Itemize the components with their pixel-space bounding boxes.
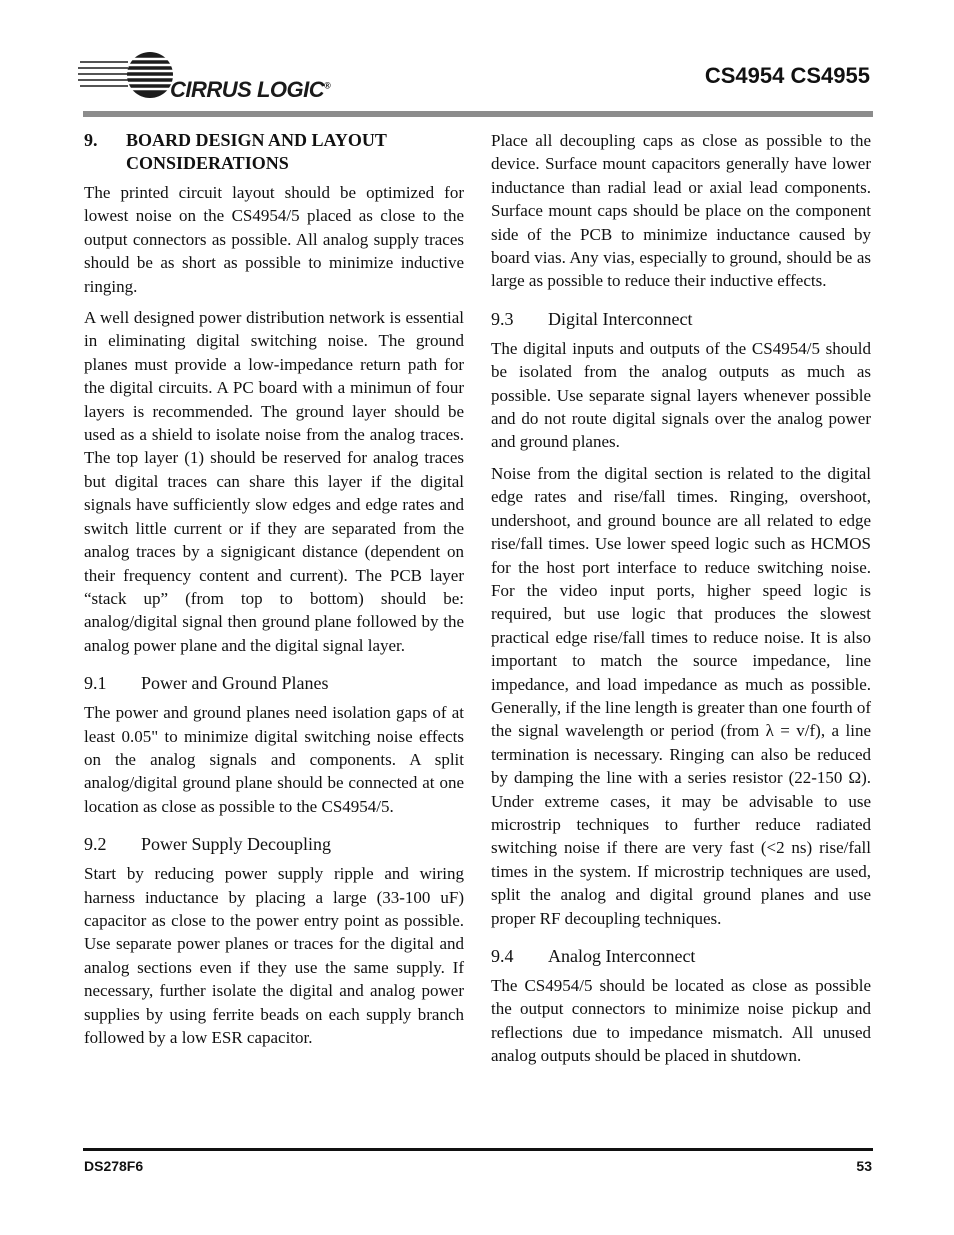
section-number: 9.3 bbox=[491, 308, 514, 329]
section-9-3-heading bbox=[491, 307, 871, 331]
section-number: 9.4 bbox=[491, 946, 514, 966]
paragraph: Noise from the digital section is related to the digital edge rates and rise/fall times. Ringing, overshoot, undershoot, and ground bounce are all related to edge rise/fall times. Use lower speed logic such as HCMOS for the host port interface to reduce switching noise. For the video input ports, higher speed logic is required, but use logic that produces the slowest practical edge rise/fall times to reduce noise. It is also important to match the source impedance, line impedance, and load impedance as much as possible. Generally, if the line length is greater than one fourth of the signal wavelength or period (from λ = v/f), a line termination is necessary. Ringing can also be reduced by damping the line with a series resistor (22-150 Ω). Under extreme cases, it may be advisable to use microstrip techniques to further reduce radiated switching noise if there are very fast (<2 ns) rise/fall times in the system. If microstrip techniques are used, split the analog and digital ground planes and use proper RF decoupling techniques. bbox=[491, 463, 871, 928]
paragraph: The CS4954/5 should be located as close as possible the output connectors to minimize noise pickup and reflections due to impedance mismatch. All unused analog outputs should be placed in shutdown. bbox=[491, 976, 871, 1066]
paragraph: Start by reducing power supply ripple and wiring harness inductance by placing a large (33-100 uF) capacitor as close to the power entry point as possible. Use separate power planes or traces for the digital and analog sections even if they use the same supply. If necessary, further isolate the digital and analog power supplies by using ferrite beads on each supply branch followed by a low ESR capacitor. bbox=[84, 864, 464, 1047]
paragraph: Place all decoupling caps as close as possible to the device. Surface mount capacitors generally have lower inductance than radial lead or axial lead components. Surface mount caps should be place on the component side of the PCB to minimize inductance caused by board vias. Any vias, especially to ground, should be as large as possible to reduce their inductive effects. bbox=[491, 131, 871, 291]
paragraph: The power and ground planes need isolation gaps of at least 0.05" to minimize digital switching noise effects on the analog signals and components. A split analog/digital ground plane should be connected at one location as close as possible to the CS4954/5. bbox=[84, 703, 464, 816]
section-9-heading bbox=[84, 129, 464, 175]
section-9-2-heading bbox=[84, 832, 464, 856]
document-id: DS278F6 bbox=[84, 1158, 144, 1174]
header-rule bbox=[83, 111, 873, 117]
paragraph: The digital inputs and outputs of the CS4954/5 should be isolated from the analog outputs as much as possible. Use separate signal layers whenever possible and do not route digital signals over the analog power and ground planes. bbox=[491, 338, 871, 452]
section-9-1-heading bbox=[84, 671, 464, 695]
paragraph: A well designed power distribution network is essential in eliminating digital switching noise. The ground planes must provide a low-impedance return path for the digital circuits. A PC board with a minimun of four layers is recommended. The ground layer should be used as a shield to isolate noise from the analog traces. The top layer (1) should be reserved for analog traces but digital traces can share this layer if the digital signals have sufficiently slow edges and edge rates and switch little current or if they are separated from the analog traces by a signigicant distance (dependent on their frequency content and current). The PCB layer “stack up” (from top to bottom) should be: analog/digital signal then ground plane followed by the analog power plane and the digital signal layer. bbox=[84, 308, 464, 655]
section-number: 9.2 bbox=[84, 834, 107, 855]
section-title: Digital Interconnect bbox=[548, 308, 693, 329]
section-9-4-heading bbox=[491, 944, 871, 968]
document-title: CS4954 CS4955 bbox=[704, 63, 870, 88]
right-column bbox=[491, 129, 871, 1076]
logo-wordmark: CIRRUS LOGIC® bbox=[170, 77, 331, 102]
section-title: Analog Interconnect bbox=[548, 946, 696, 966]
section-number: 9.1 bbox=[84, 673, 107, 694]
section-title: Power and Ground Planes bbox=[141, 673, 329, 694]
section-title: BOARD DESIGN AND LAYOUT CONSIDERATIONS bbox=[126, 130, 387, 173]
section-title: Power Supply Decoupling bbox=[141, 834, 331, 855]
footer-rule bbox=[83, 1148, 873, 1151]
left-column bbox=[84, 129, 464, 1057]
page-number: 53 bbox=[856, 1158, 872, 1174]
section-number: 9. bbox=[84, 130, 98, 150]
paragraph: The printed circuit layout should be optimized for lowest noise on the CS4954/5 placed as close to the output connectors as possible. All analog supply traces should be as short as possible to minimize inductive ringing. bbox=[84, 183, 464, 296]
